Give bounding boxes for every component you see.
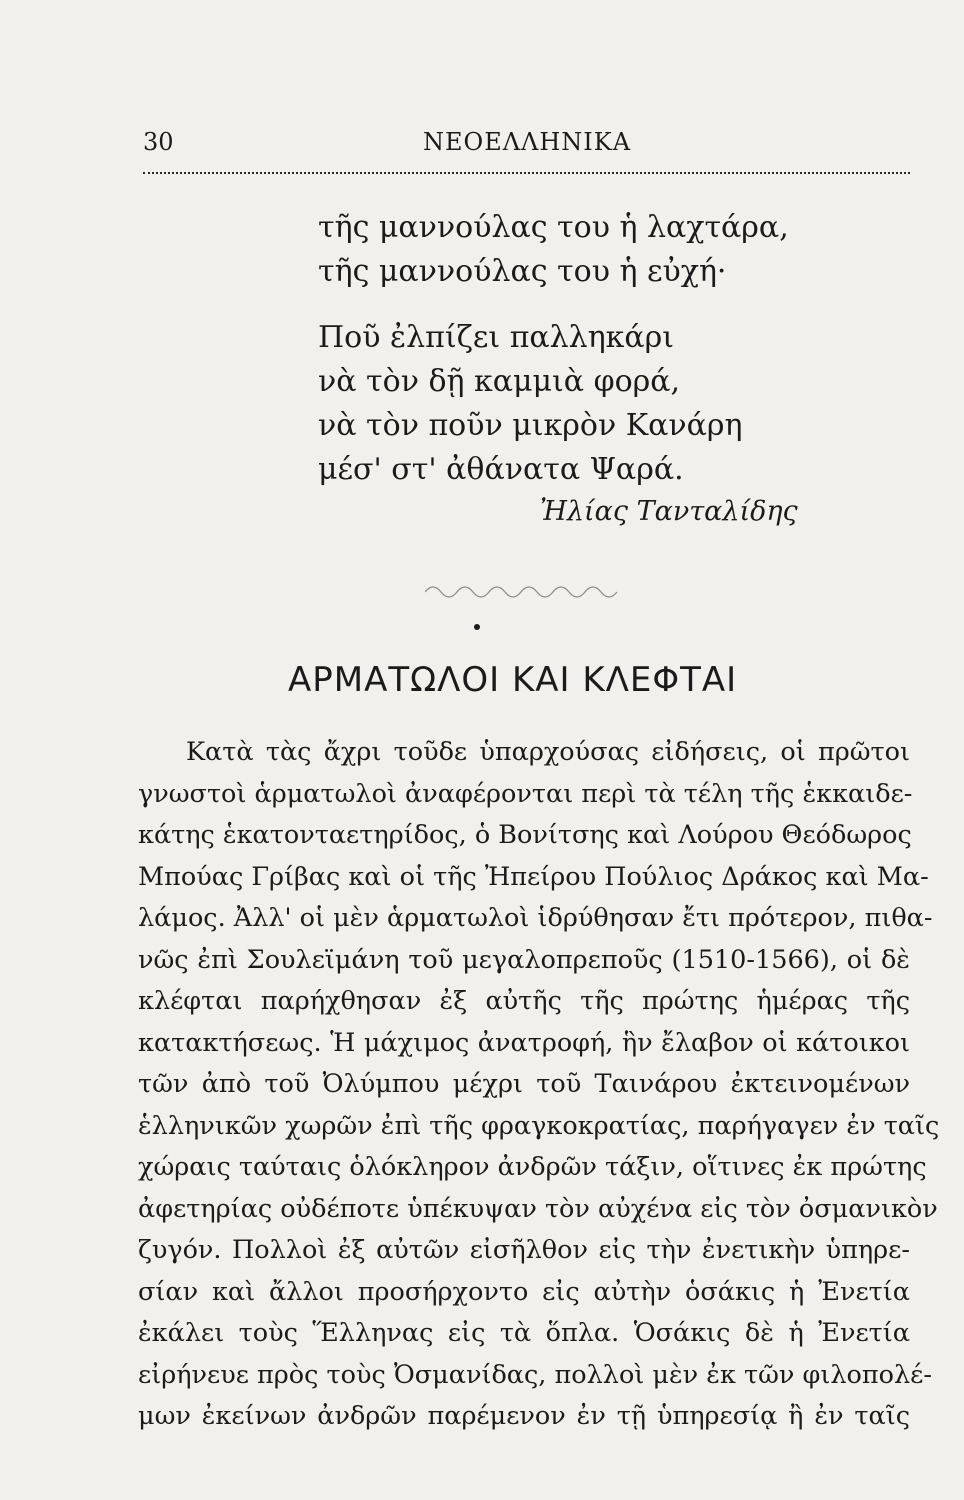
text-line: εἰρήνευε πρὸς τοὺς Ὀσμανίδας, πολλοὶ μὲν ἐκ τῶν φιλοπολέ-: [138, 1359, 932, 1390]
text-line: νῶς ἐπὶ Σουλεϊμάνη τοῦ μεγαλοπρεποῦς (1510-1566), οἱ δὲ: [138, 944, 910, 975]
wave-ornament: [425, 574, 625, 604]
running-title: ΝΕΟΕΛΛΗΝΙΚΑ: [423, 128, 632, 156]
verse-line: τῆς μαννούλας του ἡ εὐχή·: [318, 254, 727, 289]
poem-stanza-1: [318, 206, 789, 294]
text-line: γνωστοὶ ἁρματωλοὶ ἀναφέρονται περὶ τὰ τέλη τῆς ἑκκαιδε-: [138, 778, 913, 809]
verse-line: νὰ τὸν δῇ καμμιὰ φορά,: [318, 364, 681, 399]
text-line: χώραις ταύταις ὁλόκληρον ἀνδρῶν τάξιν, οἵτινες ἐκ πρώτης: [138, 1152, 927, 1182]
page-header: [143, 128, 910, 164]
text-line: μων ἐκείνων ἀνδρῶν παρέμενον ἐν τῇ ὑπηρεσίᾳ ἢ ἐν ταῖς: [138, 1401, 910, 1431]
verse-line: μέσ' στ' ἀθάνατα Ψαρά.: [318, 452, 684, 487]
verse-line: Ποῦ ἐλπίζει παλληκάρι: [318, 320, 675, 355]
text-line: κλέφται παρήχθησαν ἐξ αὐτῆς τῆς πρώτης ἡμέρας τῆς: [138, 986, 910, 1016]
text-line: Κατὰ τὰς ἄχρι τοῦδε ὑπαρχούσας εἰδήσεις, οἱ πρῶτοι: [186, 737, 910, 767]
text-line: ἐκάλει τοὺς Ἕλληνας εἰς τὰ ὅπλα. Ὁσάκις δὲ ἡ Ἐνετία: [138, 1318, 910, 1348]
text-line: ἀφετηρίας οὐδέποτε ὑπέκυψαν τὸν αὐχένα εἰς τὸν ὀσμανικὸν: [138, 1193, 938, 1224]
section-body: [138, 732, 940, 1438]
verse-line: τῆς μαννούλας του ἡ λαχτάρα,: [318, 210, 789, 245]
text-line: λάμος. Ἀλλ' οἱ μὲν ἁρματωλοὶ ἱδρύθησαν ἔτι πρότερον, πιθα-: [138, 903, 933, 933]
page-number: 30: [143, 128, 174, 156]
text-line: ἑλληνικῶν χωρῶν ἐπὶ τῆς φραγκοκρατίας, παρήγαγεν ἐν ταῖς: [138, 1110, 940, 1141]
section-title: ΑΡΜΑΤΩΛΟΙ ΚΑΙ ΚΛΕΦΤΑΙ: [288, 660, 738, 700]
poem-author: Ἠλίας Τανταλίδης: [540, 496, 798, 527]
text-line: τῶν ἀπὸ τοῦ Ὀλύμπου μέχρι τοῦ Ταινάρου ἐκτεινομένων: [138, 1069, 910, 1099]
text-line: Μπούας Γρίβας καὶ οἱ τῆς Ἠπείρου Πούλιος Δράκος καὶ Μα-: [138, 861, 929, 892]
text-line: κάτης ἑκατονταετηρίδος, ὁ Βονίτσης καὶ Λούρου Θεόδωρος: [138, 820, 912, 850]
verse-line: νὰ τὸν ποῦν μικρὸν Κανάρη: [318, 408, 743, 443]
text-line: κατακτήσεως. Ἡ μάχιμος ἀνατροφή, ἣν ἔλαβον οἱ κάτοικοι: [138, 1027, 910, 1058]
poem-stanza-2: [318, 316, 743, 492]
text-line: σίαν καὶ ἄλλοι προσήρχοντο εἰς αὐτὴν ὁσάκις ἡ Ἐνετία: [138, 1276, 910, 1307]
header-rule: [143, 172, 910, 174]
text-line: ζυγόν. Πολλοὶ ἐξ αὐτῶν εἰσῆλθον εἰς τὴν ἐνετικὴν ὑπηρε-: [138, 1235, 910, 1265]
ornament-dot: [474, 624, 480, 630]
